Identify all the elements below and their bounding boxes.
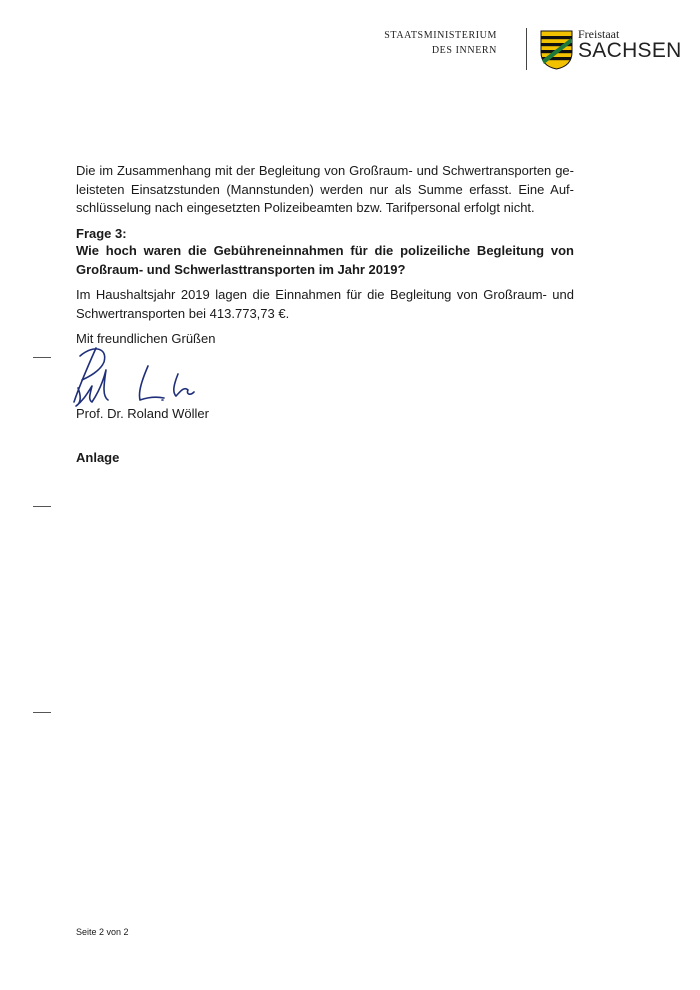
ministry-name <box>384 28 497 58</box>
page-number: Seite 2 von 2 <box>76 927 129 937</box>
answer-paragraph-3 <box>76 286 574 323</box>
saxony-coat-of-arms-icon <box>540 30 573 70</box>
letterhead <box>380 28 680 74</box>
state-label-small: Freistaat <box>578 27 620 41</box>
paragraph-line: leisteten Einsatzstunden (Mannstunden) werden nur als Summe erfasst. Eine Auf- <box>76 181 574 197</box>
question-text <box>76 242 574 279</box>
paragraph-line: Schwertransporten bei 413.773,73 €. <box>76 305 290 321</box>
signer-name: Prof. Dr. Roland Wöller <box>76 406 209 421</box>
paragraph-line: Im Haushaltsjahr 2019 lagen die Einnahmen für die Begleitung von Großraum- und <box>76 287 574 302</box>
ministry-line-1: STAATSMINISTERIUM <box>384 30 497 41</box>
letterhead-divider <box>526 28 527 70</box>
answer-paragraph-1 <box>76 162 574 218</box>
question-label: Frage 3: <box>76 226 127 241</box>
state-label-big: SACHSEN <box>578 39 682 62</box>
paragraph-line: schlüsselung nach eingesetzten Polizeibeamten bzw. Tarifpersonal erfolgt nicht. <box>76 200 535 215</box>
question-line: Großraum- und Schwerlasttransporten im Jahr 2019? <box>76 261 406 277</box>
closing-salutation: Mit freundlichen Grüßen <box>76 331 216 346</box>
ministry-line-2: DES INNERN <box>431 45 497 56</box>
fold-mark <box>33 506 51 507</box>
fold-mark <box>33 712 51 713</box>
fold-mark <box>33 357 51 358</box>
question-line: Wie hoch waren die Gebühreneinnahmen für die polizeiliche Begleitung von <box>76 243 574 258</box>
annex-label: Anlage <box>76 450 120 465</box>
paragraph-line: Die im Zusammenhang mit der Begleitung von Großraum- und Schwertransporten ge- <box>76 163 574 178</box>
